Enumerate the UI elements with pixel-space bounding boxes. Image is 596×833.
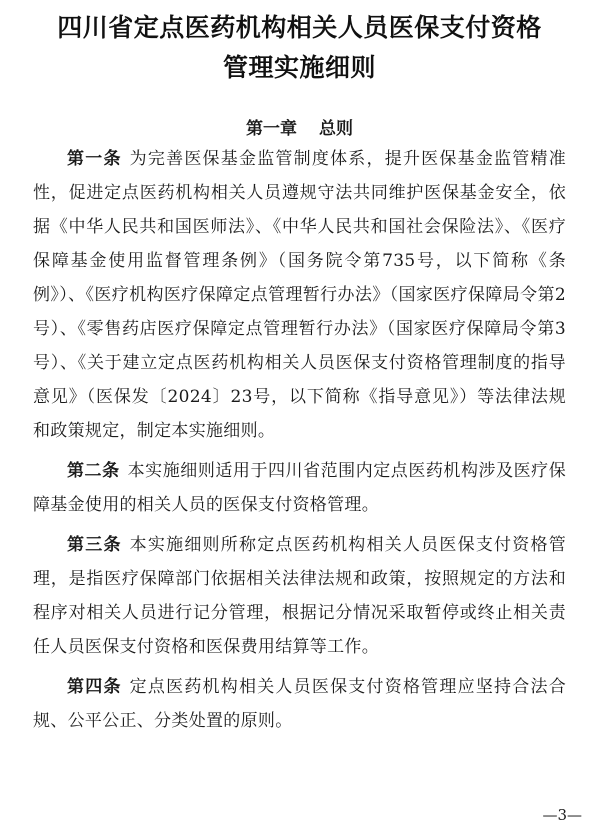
article-1: [33, 142, 566, 448]
article-text: 定点医药机构相关人员医保支付资格管理应坚持合法合规、公平公正、分类处置的原则。: [33, 677, 567, 731]
chapter-heading: [33, 116, 566, 142]
page-number: —3—: [542, 806, 582, 824]
article-label: 第四条: [67, 677, 122, 697]
article-text: 本实施细则所称定点医药机构相关人员医保支付资格管理，是指医疗保障部门依据相关法律法规和政策，按照规定的方法和程序对相关人员进行记分管理，根据记分情况采取暂停或终止相关责任人员医保支付资格和医保费用结算等工作。: [33, 535, 567, 657]
chapter-title: 总则: [319, 119, 353, 139]
document-title: [33, 8, 566, 88]
article-text: 为完善医保基金监管制度体系，提升医保基金监管精准性，促进定点医药机构相关人员遵规守法共同维护医保基金安全，依据《中华人民共和国医师法》、《中华人民共和国社会保险法》、《医疗保障基金使用监督管理条例》（国务院令第735号，以下简称《条例》）、《医疗机构医疗保障定点管理暂行办法》（国家医疗保障局令第2号）、《零售药店医疗保障定点管理暂行办法》（国家医疗保障局令第3号）、《关于建立定点医药机构相关人员医保支付资格管理制度的指导意见》（医保发〔2024〕23号，以下简称《指导意见》）等法律法规和政策规定，制定本实施细则。: [33, 149, 567, 441]
article-text: 本实施细则适用于四川省范围内定点医药机构涉及医疗保障基金使用的相关人员的医保支付资格管理。: [33, 461, 567, 515]
article-4: [33, 670, 566, 738]
title-line-2: 管理实施细则: [222, 53, 376, 82]
title-line-1: 四川省定点医药机构相关人员医保支付资格: [57, 13, 542, 42]
article-label: 第二条: [67, 461, 120, 481]
chapter-number: 第一章: [246, 119, 297, 139]
article-label: 第三条: [67, 535, 122, 555]
article-2: [33, 454, 566, 522]
article-3: [33, 528, 566, 664]
article-label: 第一条: [67, 149, 122, 169]
